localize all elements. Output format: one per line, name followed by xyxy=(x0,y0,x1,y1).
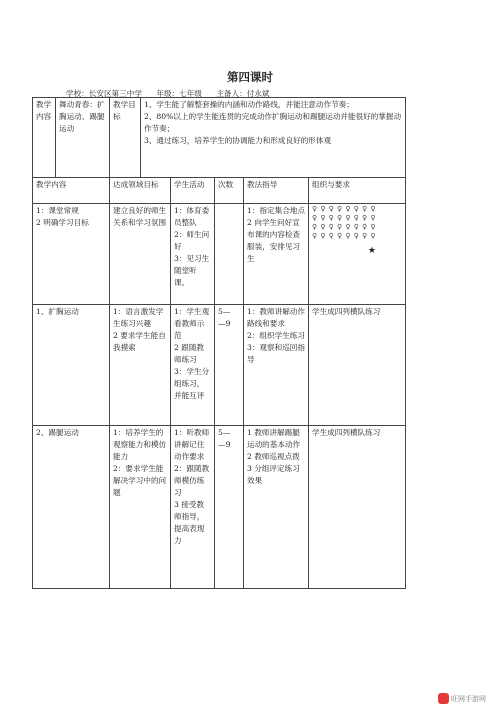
row-teacher: 1 教师讲解踢腿运动的基本动作 2 教师巡视点拨 3 分组评定练习效果 xyxy=(244,426,309,589)
header-row xyxy=(33,178,406,204)
watermark xyxy=(438,693,486,704)
row-teacher: 1：教师讲解动作路线和要求 2：组织学生练习 3：观察和巡回指导 xyxy=(244,305,309,426)
table-row xyxy=(33,305,406,426)
goal-item: 1、学生能了解整套操的内涵和动作路线，并能注意动作节奏； xyxy=(144,100,354,109)
lesson-plan-table xyxy=(32,97,406,178)
row-times xyxy=(215,204,244,305)
formation-diagram xyxy=(309,204,406,305)
row-domain: 1：语言激发学生练习兴趣 2 要求学生能自我摸索 xyxy=(110,305,171,426)
formation-row: ♀ ♀ ♀ ♀ ♀ ♀ ♀ ♀ xyxy=(312,223,377,231)
watermark-logo-icon xyxy=(438,693,449,704)
teaching-goals xyxy=(141,98,406,178)
row-student: 1：体育委员整队 2：师生问好 3：见习生随堂听课。 xyxy=(171,204,215,305)
formation-row: ♀ ♀ ♀ ♀ ♀ ♀ ♀ ♀ xyxy=(312,232,377,240)
school-label: 学校：长安区第三中学 xyxy=(66,89,142,98)
activity-table xyxy=(32,177,406,589)
header-times: 次数 xyxy=(215,178,244,204)
header-content: 教学内容 xyxy=(33,178,110,204)
header-student: 学生活动 xyxy=(171,178,215,204)
teaching-goal-label: 教学目标 xyxy=(110,98,141,178)
watermark-text: 旺网手游网 xyxy=(451,694,486,703)
header-teacher: 教法指导 xyxy=(244,178,309,204)
row-student: 1：学生观看教师示范 2 跟随教师练习 3：学生分组练习，并能互评 xyxy=(171,305,215,426)
row-org: 学生成四列横队练习 xyxy=(309,305,406,426)
goal-item: 2、80%以上的学生能连贯的完成动作扩胸运动和踢腿运动并能很好的掌握动作节奏； xyxy=(144,112,402,133)
teaching-content-label: 教学内容 xyxy=(33,98,56,178)
teacher-star-icon: ★ xyxy=(367,246,376,256)
row-times: 5— —9 xyxy=(215,426,244,589)
goals-row xyxy=(33,98,406,178)
table-row xyxy=(33,426,406,589)
preparer-label: 主备人：付永斌 xyxy=(216,89,270,98)
header-domain: 达成领域目标 xyxy=(110,178,171,204)
row-org: 学生成四列横队练习 xyxy=(309,426,406,589)
row-content: 1、扩胸运动 xyxy=(33,305,110,426)
row-content: 2、踢腿运动 xyxy=(33,426,110,589)
row-times: 5— —9 xyxy=(215,305,244,426)
teaching-content-value: 舞动青春：扩胸运动、踢腿运动 xyxy=(56,98,110,178)
table-row xyxy=(33,204,406,305)
row-student: 1：听教师讲解记住动作要求 2：跟随教师模仿练习 3 接受教师指导，提高表现力 xyxy=(171,426,215,589)
page-title: 第四课时 xyxy=(227,70,273,84)
grade-label: 年级：七年级 xyxy=(156,89,202,98)
row-content: 1：课堂常规 2 明确学习目标 xyxy=(33,204,110,305)
goal-item: 3、通过练习，培养学生的协调能力和形成良好的形体观 xyxy=(144,136,332,145)
row-teacher: 1：指定集合地点 2 向学生问好宣布课的内容检查服装，安排见习生 xyxy=(244,204,309,305)
formation-row: ♀ ♀ ♀ ♀ ♀ ♀ ♀ ♀ xyxy=(312,214,377,222)
formation-row: ♀ ♀ ♀ ♀ ♀ ♀ ♀ ♀ xyxy=(312,205,377,213)
row-domain: 1：培养学生的观察能力和模仿能力 2：要求学生能解决学习中的问题 xyxy=(110,426,171,589)
row-domain: 建立良好的师生关系和学习氛围 xyxy=(110,204,171,305)
header-org: 组织与要求 xyxy=(309,178,406,204)
